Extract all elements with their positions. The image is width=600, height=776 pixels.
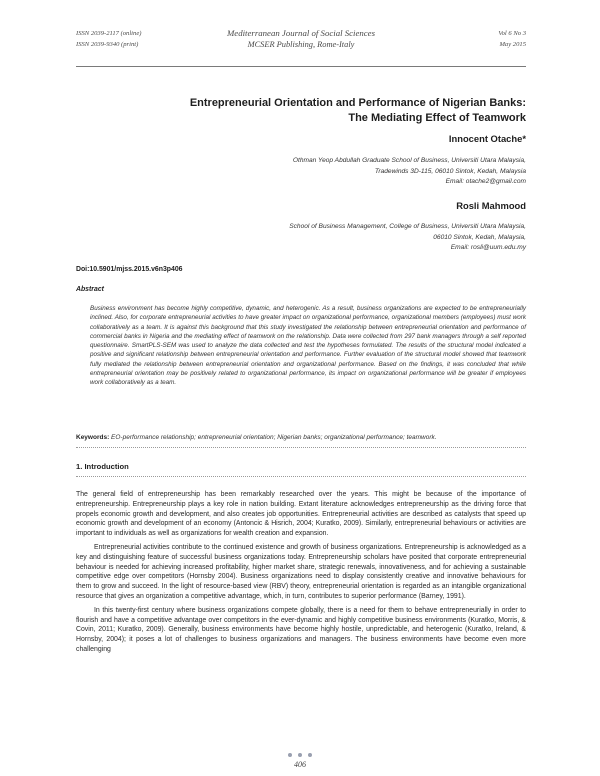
author-name: Rosli Mahmood	[456, 200, 526, 211]
issn-online: ISSN 2039-2117 (online)	[76, 30, 142, 37]
author-affiliation	[76, 156, 526, 188]
abstract-text: Business environment has become highly competitive, dynamic, and heterogenic. As a result, business organizations are expected to be entrepreneurially inclined. Also, for corporate entrepreneurial activities to have greater impact on organizational performance, organizational members (employees) must work collaboratively as a team. It is against this background that this study investigated the relationship between entrepreneurial orientation and performance of commercial banks in Nigeria and the mediating effect of teamwork on the relationship. Data were collected from 297 bank managers through a self reported questionnaire. SmartPLS-SEM was used to analyze the data collected and test the hypotheses formulated. The results of the structural model indicated a positive and significant relationship between entrepreneurial orientation and performance. Further evaluation of the structural model showed that teamwork fully mediated the relationship between entrepreneurial orientation and organizational performance. Based on the findings, it was concluded that while entrepreneurial orientation may be positively related to organizational performance, its impact on organizational performance will be greater if employees work collaboratively as a team.	[90, 305, 526, 387]
affiliation-line: Tradewinds 3D-115, 06010 Sintok, Kedah, Malaysia	[374, 167, 526, 175]
author-name: Innocent Otache*	[448, 133, 526, 144]
keywords	[76, 433, 526, 442]
header-rule	[76, 66, 526, 67]
body-text	[76, 490, 526, 659]
section-rule	[76, 476, 526, 477]
paragraph: Entrepreneurial activities contribute to the continued existence and growth of business organizations. Entrepreneurship is acknowledged as a key and distinguishing feature of successful business organizations today. Entrepreneurship scholars have posited that corporate entrepreneurial behaviour is needed for achieving increased profitability, higher market share, strategic renewals, innovativeness, and for achieving a sustainable competitive edge over competitors (Hornsby 2004). Business organizations need to display consistently creative and innovative behaviours for them to grow and succeed. In the light of resource-based view (RBV) theory, entrepreneurial orientation is regarded as an intangible organizational resource that gives an organization a competitive advantage, which, in turn, contributes to superior performance (Barney, 1991).	[76, 543, 526, 600]
author-email: Email: otache2@gmail.com	[445, 178, 526, 186]
keywords-rule	[76, 447, 526, 448]
page-number: 406	[294, 760, 306, 769]
paragraph: In this twenty-first century where business organizations compete globally, there is a need for them to behave entrepreneurially in order to flourish and have a competitive advantage over competitors in the ever-dynamic and highly competitive business environments (Kuratko, Morris, & Covin, 2011; Kuratko, 2009). Generally, business environments have become highly hostile, unpredictable, and heterogenic (Kuratko, Ireland, & Hornsby, 2004); it poses a lot of challenges to business organizations and managers. The business environments have become even more challenging	[76, 606, 526, 653]
section-heading: 1. Introduction	[76, 462, 129, 471]
affiliation-line: School of Business Management, College of Business, Universiti Utara Malaysia,	[289, 223, 526, 230]
footer-dots-icon	[288, 753, 312, 757]
paragraph: The general field of entrepreneurship has been remarkably researched over the years. This might be because of the importance of entrepreneurship. Entrepreneurship plays a key role in nation building. Extant literature acknowledges entrepreneurship as the driving force that propels economic growth and development, and also creates job opportunities. Entrepreneurial activities are described as catalysts that speed up economic growth and development of an economy (Antoncic & Hisrich, 2004; Kuratko, 2009). Similarly, entrepreneurial behaviours or activities are important to individuals as well as organizations for wealth creation and expansion.	[76, 491, 526, 538]
author-email: Email: rosli@uum.edu.my	[450, 244, 526, 252]
volume-block	[498, 28, 526, 50]
issue-date: May 2015	[499, 41, 526, 48]
paper-title	[76, 96, 526, 125]
title-line-2: The Mediating Effect of Teamwork	[348, 111, 526, 124]
affiliation-line: 06010 Sintok, Kedah, Malaysia,	[433, 233, 526, 241]
issn-print: ISSN 2039-9340 (print)	[76, 41, 139, 48]
keywords-list: EO-performance relationship; entrepreneurial orientation; Nigerian banks; organizational performance; teamwork.	[109, 434, 437, 441]
journal-block	[76, 28, 526, 50]
volume: Vol 6 No 3	[498, 30, 526, 37]
running-header	[76, 28, 526, 68]
doi: Doi:10.5901/mjss.2015.v6n3p406	[76, 266, 183, 273]
journal-title: Mediterranean Journal of Social Sciences	[226, 28, 376, 38]
abstract-heading: Abstract	[76, 286, 104, 293]
author-affiliation	[76, 222, 526, 254]
affiliation-line: Othman Yeop Abdullah Graduate School of Business, Universiti Utara Malaysia,	[292, 157, 526, 164]
publisher: MCSER Publishing, Rome-Italy	[247, 40, 355, 49]
title-line-1: Entrepreneurial Orientation and Performance of Nigerian Banks:	[189, 97, 526, 109]
keywords-label: Keywords:	[76, 434, 110, 441]
